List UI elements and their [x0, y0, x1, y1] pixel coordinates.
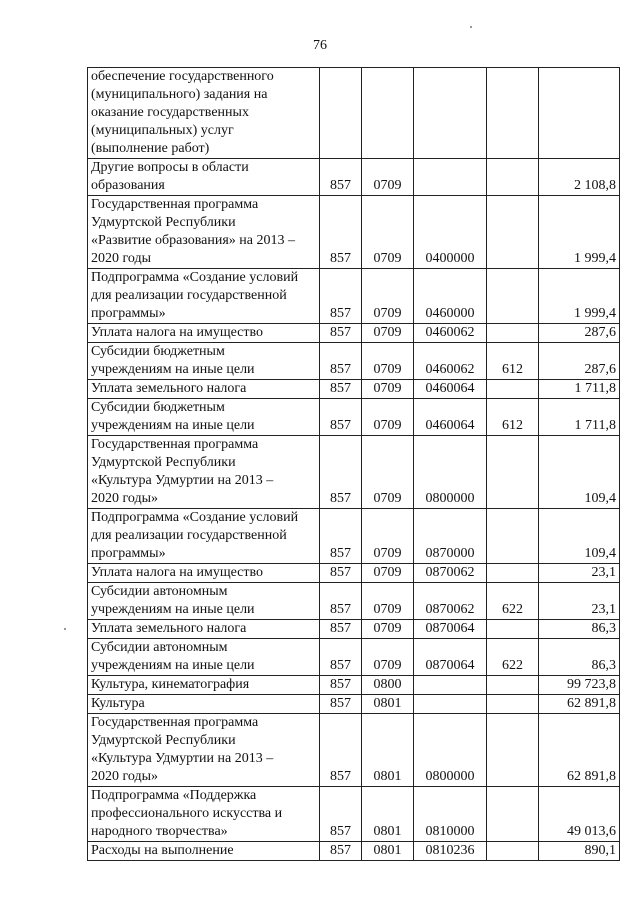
- scan-speck: [64, 628, 66, 630]
- row-name: Уплата земельного налога: [88, 620, 320, 639]
- expense-type-code: [487, 695, 539, 714]
- amount: 287,6: [539, 324, 620, 343]
- row-name: Государственная программа Удмуртской Республики «Развитие образования» на 2013 – 2020 годы: [88, 196, 320, 269]
- target-article-code: 0810236: [414, 842, 487, 861]
- amount: 1 999,4: [539, 269, 620, 324]
- ministry-code: 857: [320, 676, 362, 695]
- section-code: 0709: [362, 380, 414, 399]
- budget-table-body: [88, 68, 620, 861]
- ministry-code: [320, 68, 362, 159]
- target-article-code: [414, 695, 487, 714]
- row-name: Подпрограмма «Поддержка профессионального искусства и народного творчества»: [88, 787, 320, 842]
- ministry-code: 857: [320, 196, 362, 269]
- amount: 287,6: [539, 343, 620, 380]
- amount: 1 999,4: [539, 196, 620, 269]
- expense-type-code: [487, 269, 539, 324]
- target-article-code: 0460064: [414, 380, 487, 399]
- section-code: 0801: [362, 714, 414, 787]
- amount: [539, 68, 620, 159]
- scan-speck: [470, 26, 472, 28]
- amount: 23,1: [539, 564, 620, 583]
- section-code: 0709: [362, 343, 414, 380]
- table-row: [88, 399, 620, 436]
- expense-type-code: [487, 564, 539, 583]
- amount: 2 108,8: [539, 159, 620, 196]
- expense-type-code: [487, 436, 539, 509]
- ministry-code: 857: [320, 159, 362, 196]
- table-row: [88, 196, 620, 269]
- ministry-code: 857: [320, 787, 362, 842]
- table-row: [88, 583, 620, 620]
- table-row: [88, 68, 620, 159]
- section-code: 0801: [362, 787, 414, 842]
- table-row: [88, 324, 620, 343]
- row-name: Культура, кинематография: [88, 676, 320, 695]
- ministry-code: 857: [320, 399, 362, 436]
- ministry-code: 857: [320, 324, 362, 343]
- table-row: [88, 509, 620, 564]
- ministry-code: 857: [320, 620, 362, 639]
- page-number: 76: [313, 38, 327, 53]
- ministry-code: 857: [320, 269, 362, 324]
- section-code: 0709: [362, 583, 414, 620]
- target-article-code: 0870064: [414, 639, 487, 676]
- target-article-code: 0800000: [414, 714, 487, 787]
- ministry-code: 857: [320, 380, 362, 399]
- section-code: [362, 68, 414, 159]
- expense-type-code: [487, 196, 539, 269]
- section-code: 0709: [362, 159, 414, 196]
- amount: 109,4: [539, 436, 620, 509]
- table-row: [88, 343, 620, 380]
- section-code: 0800: [362, 676, 414, 695]
- expense-type-code: 612: [487, 343, 539, 380]
- target-article-code: 0460062: [414, 324, 487, 343]
- target-article-code: 0810000: [414, 787, 487, 842]
- row-name: обеспечение государственного (муниципального) задания на оказание государственных (муниципальных) услуг (выполнение работ): [88, 68, 320, 159]
- row-name: Субсидии автономным учреждениям на иные цели: [88, 583, 320, 620]
- amount: 1 711,8: [539, 380, 620, 399]
- amount: 23,1: [539, 583, 620, 620]
- row-name: Подпрограмма «Создание условий для реализации государственной программы»: [88, 509, 320, 564]
- expense-type-code: [487, 509, 539, 564]
- ministry-code: 857: [320, 714, 362, 787]
- target-article-code: 0870062: [414, 564, 487, 583]
- target-article-code: 0460064: [414, 399, 487, 436]
- row-name: Государственная программа Удмуртской Республики «Культура Удмуртии на 2013 – 2020 годы»: [88, 714, 320, 787]
- expense-type-code: [487, 714, 539, 787]
- expense-type-code: 622: [487, 639, 539, 676]
- table-row: [88, 695, 620, 714]
- ministry-code: 857: [320, 436, 362, 509]
- ministry-code: 857: [320, 343, 362, 380]
- table-row: [88, 842, 620, 861]
- target-article-code: 0460062: [414, 343, 487, 380]
- row-name: Уплата земельного налога: [88, 380, 320, 399]
- section-code: 0801: [362, 842, 414, 861]
- table-row: [88, 436, 620, 509]
- row-name: Другие вопросы в области образования: [88, 159, 320, 196]
- table-row: [88, 620, 620, 639]
- table-row: [88, 714, 620, 787]
- table-row: [88, 676, 620, 695]
- expense-type-code: [487, 676, 539, 695]
- section-code: 0709: [362, 196, 414, 269]
- target-article-code: 0870062: [414, 583, 487, 620]
- amount: 1 711,8: [539, 399, 620, 436]
- section-code: 0709: [362, 436, 414, 509]
- table-row: [88, 159, 620, 196]
- section-code: 0709: [362, 399, 414, 436]
- expense-type-code: [487, 324, 539, 343]
- expense-type-code: 622: [487, 583, 539, 620]
- section-code: 0801: [362, 695, 414, 714]
- budget-table: [87, 67, 620, 861]
- row-name: Субсидии автономным учреждениям на иные цели: [88, 639, 320, 676]
- ministry-code: 857: [320, 583, 362, 620]
- section-code: 0709: [362, 509, 414, 564]
- target-article-code: 0400000: [414, 196, 487, 269]
- target-article-code: 0800000: [414, 436, 487, 509]
- amount: 62 891,8: [539, 695, 620, 714]
- ministry-code: 857: [320, 842, 362, 861]
- expense-type-code: [487, 787, 539, 842]
- ministry-code: 857: [320, 639, 362, 676]
- section-code: 0709: [362, 620, 414, 639]
- row-name: Уплата налога на имущество: [88, 324, 320, 343]
- target-article-code: 0460000: [414, 269, 487, 324]
- section-code: 0709: [362, 269, 414, 324]
- amount: 86,3: [539, 639, 620, 676]
- target-article-code: [414, 68, 487, 159]
- row-name: Субсидии бюджетным учреждениям на иные цели: [88, 399, 320, 436]
- expense-type-code: [487, 159, 539, 196]
- expense-type-code: 612: [487, 399, 539, 436]
- row-name: Субсидии бюджетным учреждениям на иные цели: [88, 343, 320, 380]
- target-article-code: 0870064: [414, 620, 487, 639]
- section-code: 0709: [362, 564, 414, 583]
- row-name: Расходы на выполнение: [88, 842, 320, 861]
- row-name: Подпрограмма «Создание условий для реализации государственной программы»: [88, 269, 320, 324]
- table-row: [88, 269, 620, 324]
- target-article-code: 0870000: [414, 509, 487, 564]
- expense-type-code: [487, 380, 539, 399]
- target-article-code: [414, 676, 487, 695]
- target-article-code: [414, 159, 487, 196]
- amount: 86,3: [539, 620, 620, 639]
- amount: 99 723,8: [539, 676, 620, 695]
- expense-type-code: [487, 620, 539, 639]
- amount: 109,4: [539, 509, 620, 564]
- row-name: Культура: [88, 695, 320, 714]
- table-row: [88, 639, 620, 676]
- expense-type-code: [487, 68, 539, 159]
- table-row: [88, 787, 620, 842]
- amount: 890,1: [539, 842, 620, 861]
- table-row: [88, 380, 620, 399]
- section-code: 0709: [362, 639, 414, 676]
- row-name: Государственная программа Удмуртской Республики «Культура Удмуртии на 2013 – 2020 годы»: [88, 436, 320, 509]
- row-name: Уплата налога на имущество: [88, 564, 320, 583]
- amount: 62 891,8: [539, 714, 620, 787]
- ministry-code: 857: [320, 564, 362, 583]
- amount: 49 013,6: [539, 787, 620, 842]
- table-row: [88, 564, 620, 583]
- section-code: 0709: [362, 324, 414, 343]
- expense-type-code: [487, 842, 539, 861]
- ministry-code: 857: [320, 509, 362, 564]
- ministry-code: 857: [320, 695, 362, 714]
